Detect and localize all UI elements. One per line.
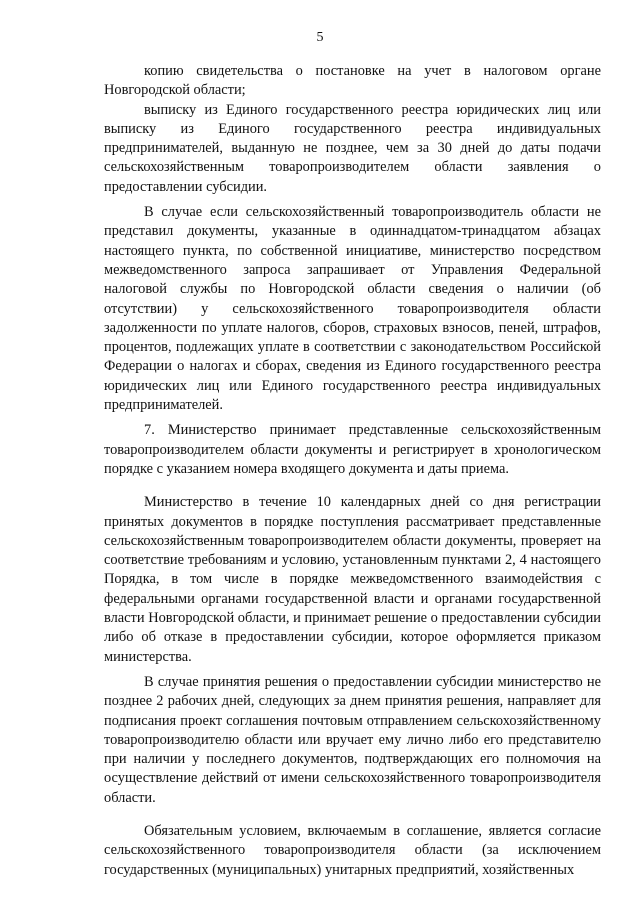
paragraph-item-7: 7. Министерство принимает представленные сельскохозяйственным товаропроизводителем области документы и регистрирует в хронологическом порядке с указанием номера входящего документа и даты приема.: [104, 422, 601, 477]
page-number: 5: [316, 30, 324, 45]
paragraph-registry-extract: выписку из Единого государственного реестра юридических лиц или выписку из Единого государственного реестра индивидуальных предпринимателей, выданную не позднее, чем за 30 дней до даты подачи сельскохозяйственным товаропроизводителем области заявления о предоставлении субсидии.: [104, 101, 601, 195]
document-body: [104, 62, 601, 880]
paragraph-review-period: Министерство в течение 10 календарных дней со дня регистрации принятых документов в порядке поступления рассматривает представленные сельскохозяйственным товаропроизводителем области документы, проверяет на соответствие требованиям и условию, установленным пунктами 2, 4 настоящего Порядка, в том числе в порядке межведомственного взаимодействия с федеральными органами государственной власти и органами государственной власти Новгородской области, и принимает решение о предоставлении субсидии либо об отказе в предоставлении субсидии, которое оформляется приказом министерства.: [104, 494, 601, 665]
paragraph-agreement-sending: В случае принятия решения о предоставлении субсидии министерство не позднее 2 рабочих дней, следующих за днем принятия решения, направляет для подписания проект соглашения почтовым отправлением сельскохозяйственному товаропроизводителю области или вручает ему лично либо его представителю при наличии у последнего документов, подтверждающих его полномочия на осуществление действий от имени сельскохозяйственного товаропроизводителя области.: [104, 673, 601, 806]
paragraph-interagency-request: В случае если сельскохозяйственный товаропроизводитель области не представил документы, указанные в одиннадцатом-тринадцатом абзацах настоящего пункта, по собственной инициативе, министерство посредством межведомственного запроса запрашивает от Управления Федеральной налоговой службы по Новгородской области сведения о наличии (об отсутствии) у сельскохозяйственного товаропроизводителя области задолженности по уплате налогов, сборов, страховых взносов, пеней, штрафов, процентов, подлежащих уплате в соответствии с законодательством Российской Федерации о налогах и сборах, сведения из Единого государственного реестра юридических лиц или Единого государственного реестра индивидуальных предпринимателей.: [104, 204, 601, 414]
paragraph-mandatory-condition: Обязательным условием, включаемым в соглашение, является согласие сельскохозяйственного товаропроизводителя области (за исключением государственных (муниципальных) унитарных предприятий, хозяйственных: [104, 822, 601, 878]
paragraph-tax-registration-copy: копию свидетельства о постановке на учет в налоговом органе Новгородской области;: [104, 63, 601, 99]
